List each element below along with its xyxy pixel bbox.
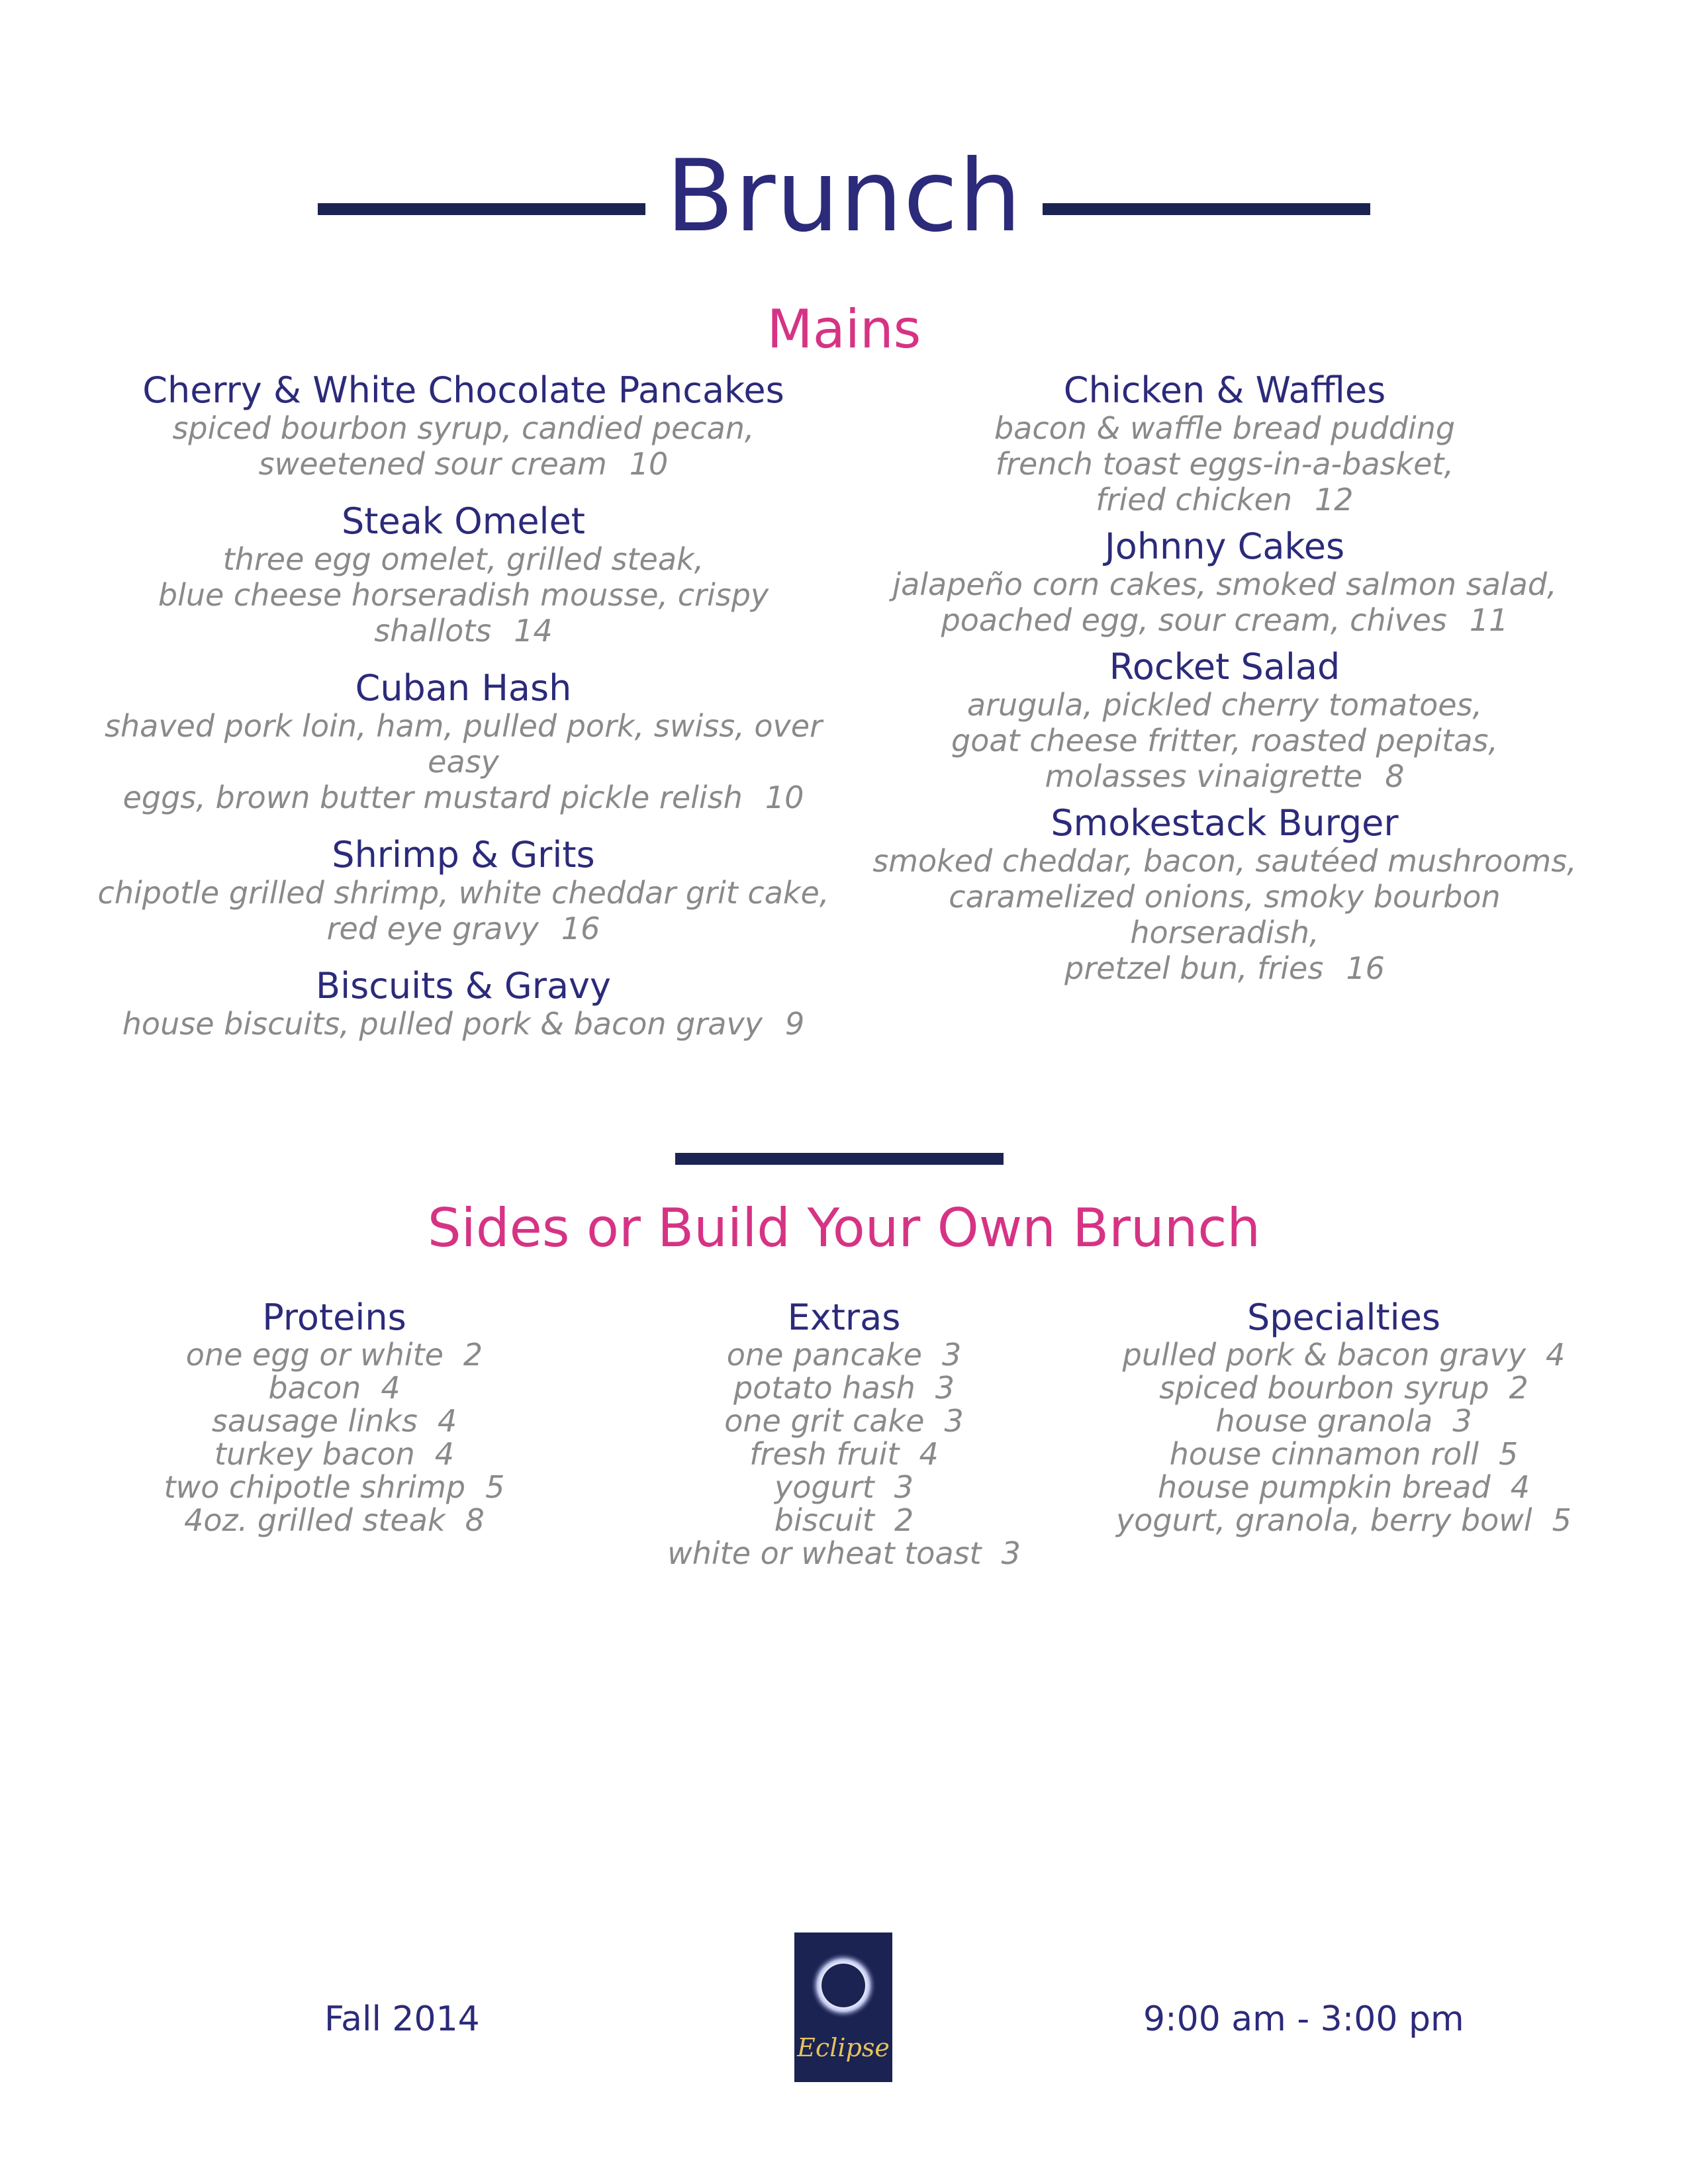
menu-item <box>66 835 861 946</box>
menu-item <box>66 502 861 649</box>
dish-description: arugula, pickled cherry tomatoes, <box>966 687 1483 723</box>
sides-heading: Sides or Build Your Own Brunch <box>427 1197 1261 1259</box>
specialties-column <box>1092 1297 1595 1537</box>
extras-column <box>629 1297 1059 1570</box>
dish-description: red eye gravy 16 <box>326 911 600 946</box>
side-item: one pancake 3 <box>726 1337 962 1373</box>
menu-item <box>861 803 1589 986</box>
dish-description: jalapeño corn cakes, smoked salmon salad, <box>892 567 1557 602</box>
dish-name: Biscuits & Gravy <box>316 965 611 1007</box>
dish-name: Rocket Salad <box>1109 646 1340 688</box>
column-heading: Extras <box>787 1297 901 1338</box>
dish-name: Johnny Cakes <box>1104 525 1345 567</box>
menu-item <box>66 668 861 815</box>
side-item: house pumpkin bread 4 <box>1158 1469 1530 1505</box>
dish-description: house biscuits, pulled pork & bacon gravy 9 <box>122 1006 805 1042</box>
mains-right-column <box>861 371 1589 986</box>
side-item: turkey bacon 4 <box>214 1436 455 1472</box>
dish-price: 14 <box>514 613 553 649</box>
dish-price: 11 <box>1469 602 1509 638</box>
side-item: yogurt, granola, berry bowl 5 <box>1116 1502 1571 1538</box>
dish-description: bacon & waffle bread pudding <box>994 410 1456 446</box>
dish-price: 12 <box>1315 482 1354 518</box>
dish-price: 10 <box>765 780 804 815</box>
side-item: one grit cake 3 <box>724 1403 964 1439</box>
dish-description: pretzel bun, fries 16 <box>1064 950 1385 986</box>
dish-description: french toast eggs-in-a-basket, <box>995 446 1454 482</box>
side-item: spiced bourbon syrup 2 <box>1159 1370 1528 1406</box>
hours-label: 9:00 am - 3:00 pm <box>1143 1999 1464 2039</box>
mains-heading: Mains <box>767 298 921 360</box>
dish-name: Steak Omelet <box>342 500 585 542</box>
dish-description: sweetened sour cream 10 <box>258 446 669 482</box>
dish-price: 9 <box>784 1006 805 1042</box>
dish-name: Cherry & White Chocolate Pancakes <box>142 369 784 411</box>
side-item: house granola 3 <box>1215 1403 1472 1439</box>
menu-item <box>66 371 861 482</box>
sides-divider <box>675 1153 1004 1165</box>
dish-description: molasses vinaigrette 8 <box>1045 758 1405 794</box>
dish-description: smoked cheddar, bacon, sautéed mushrooms, <box>872 843 1577 879</box>
dish-description: spiced bourbon syrup, candied pecan, <box>172 410 755 446</box>
column-heading: Specialties <box>1246 1297 1441 1338</box>
dish-description: goat cheese fritter, roasted pepitas, <box>951 723 1498 758</box>
dish-price: 10 <box>629 446 669 482</box>
menu-item <box>66 966 861 1042</box>
dish-name: Cuban Hash <box>355 667 572 709</box>
proteins-column <box>119 1297 549 1537</box>
side-item: biscuit 2 <box>774 1502 914 1538</box>
season-label: Fall 2014 <box>324 1999 480 2039</box>
logo-wordmark: Eclipse <box>797 2033 890 2062</box>
mains-left-column <box>66 371 861 1042</box>
dish-name: Chicken & Waffles <box>1063 369 1386 411</box>
side-item: 4oz. grilled steak 8 <box>184 1502 485 1538</box>
side-item: yogurt 3 <box>774 1469 914 1505</box>
side-item: one egg or white 2 <box>185 1337 483 1373</box>
dish-description: fried chicken 12 <box>1096 482 1354 518</box>
dish-description: shaved pork loin, ham, pulled pork, swiss, over easy <box>105 708 822 780</box>
dish-description: caramelized onions, smoky bourbon horseradish, <box>949 879 1501 950</box>
eclipse-logo <box>794 1933 892 2082</box>
dish-description: eggs, brown butter mustard pickle relish 10 <box>122 780 804 815</box>
dish-description: blue cheese horseradish mousse, crispy shallots 14 <box>158 577 769 649</box>
page-title: Brunch <box>665 139 1023 254</box>
dish-description: poached egg, sour cream, chives 11 <box>941 602 1509 638</box>
side-item: sausage links 4 <box>211 1403 457 1439</box>
dish-price: 8 <box>1385 758 1405 794</box>
column-heading: Proteins <box>262 1297 406 1338</box>
dish-description: three egg omelet, grilled steak, <box>222 541 704 577</box>
menu-item <box>861 371 1589 518</box>
side-item: white or wheat toast 3 <box>667 1535 1021 1571</box>
header-rule-right <box>1043 203 1370 215</box>
menu-item <box>861 647 1589 794</box>
side-item: two chipotle shrimp 5 <box>164 1469 505 1505</box>
dish-price: 16 <box>561 911 600 946</box>
side-item: house cinnamon roll 5 <box>1169 1436 1519 1472</box>
side-item: bacon 4 <box>268 1370 400 1406</box>
menu-item <box>861 527 1589 638</box>
side-item: potato hash 3 <box>733 1370 955 1406</box>
dish-price: 16 <box>1346 950 1385 986</box>
dish-description: chipotle grilled shrimp, white cheddar grit cake, <box>97 875 829 911</box>
dish-name: Smokestack Burger <box>1051 802 1399 844</box>
dish-name: Shrimp & Grits <box>332 834 595 876</box>
side-item: pulled pork & bacon gravy 4 <box>1122 1337 1566 1373</box>
side-item: fresh fruit 4 <box>749 1436 939 1472</box>
